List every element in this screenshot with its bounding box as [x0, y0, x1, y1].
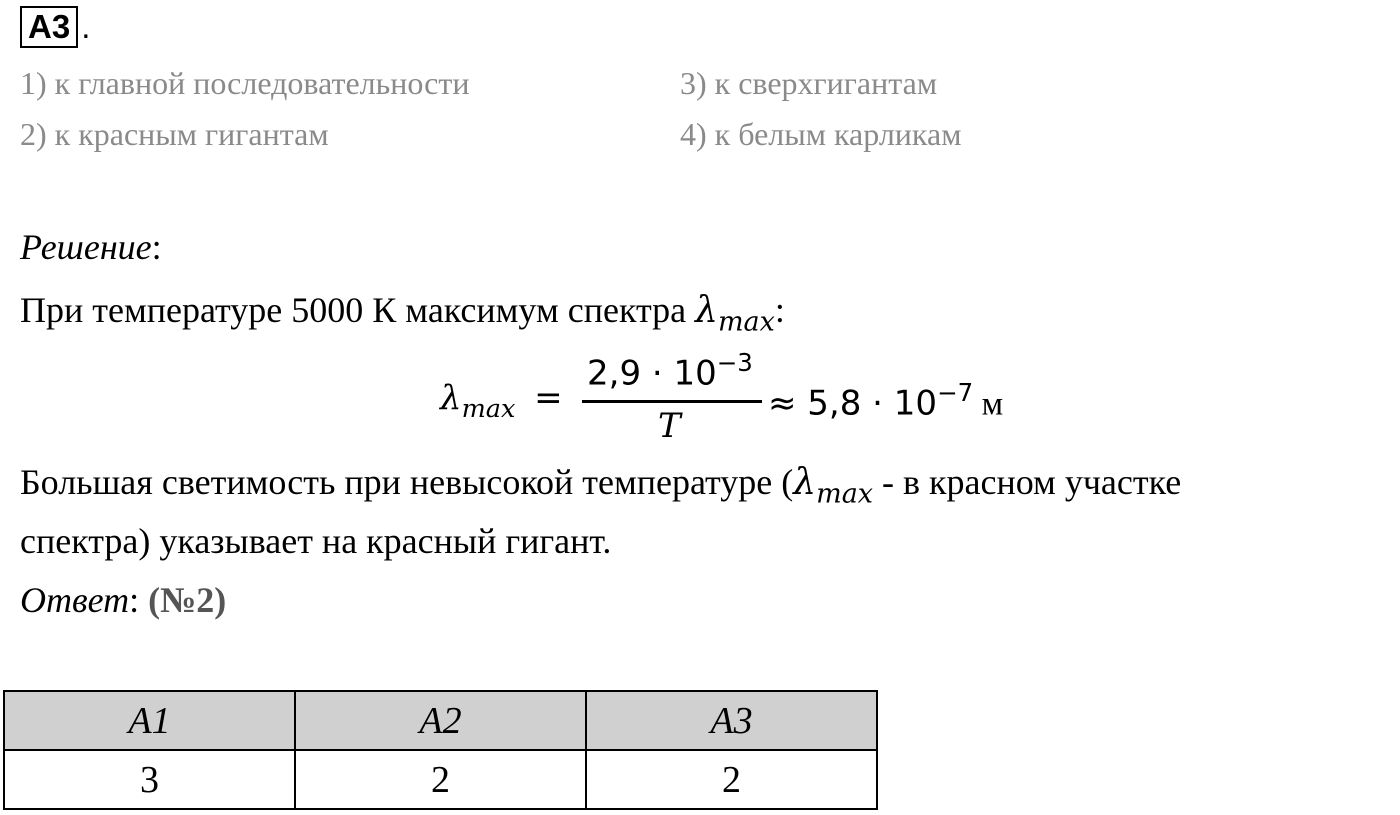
answer-line	[20, 578, 226, 622]
solution-line-2-suffix: - в красном участке	[873, 462, 1182, 502]
formula-unit: м	[973, 385, 1004, 423]
table-header-cell: А1	[4, 691, 295, 750]
task-number: А3	[20, 6, 78, 48]
formula-result-base: ≈ 5,8 · 10	[768, 383, 938, 424]
option-3: 3) к сверхгигантам	[680, 65, 938, 101]
solution-line-1	[20, 288, 785, 345]
formula-lambda-subscript: max	[461, 394, 516, 425]
option-2: 2) к красным гигантам	[20, 116, 329, 152]
table-header-row	[4, 691, 877, 750]
formula-result-exponent: −7	[937, 378, 974, 407]
solution-line-2	[20, 460, 1181, 517]
solution-line-2-text: Большая светимость при невысокой температуре (	[20, 462, 794, 502]
table-header-cell: А3	[586, 691, 877, 750]
task-dot: .	[81, 8, 91, 45]
formula-numerator-base: 2,9 · 10	[587, 353, 717, 394]
solution-line-1-text: При температуре 5000 К максимум спектра	[20, 290, 696, 330]
option-1: 1) к главной последовательности	[20, 65, 470, 101]
formula-equals: =	[534, 378, 563, 418]
table-cell: 2	[295, 750, 586, 809]
formula-denominator	[658, 406, 681, 446]
table-row	[4, 750, 877, 809]
answers-table	[3, 690, 878, 810]
formula-lhs	[440, 378, 563, 424]
formula-numerator-exponent: −3	[716, 348, 753, 377]
formula-lambda: λ	[440, 378, 462, 418]
solution-heading-text: Решение	[20, 227, 152, 267]
line-2-lambda-subscript: max	[816, 478, 874, 510]
formula-denominator-t: T	[658, 406, 681, 446]
solution-heading	[20, 225, 162, 269]
solution-line-3: спектра) указывает на красный гигант.	[20, 521, 612, 561]
answer-label: Ответ	[20, 580, 130, 620]
fraction-bar	[582, 400, 762, 403]
option-4: 4) к белым карликам	[680, 116, 962, 152]
answer-colon: :	[129, 580, 149, 620]
solution-heading-colon: :	[151, 227, 162, 267]
lambda-symbol: λ	[695, 290, 718, 331]
solution-line-1-colon: :	[774, 290, 785, 330]
line-2-lambda: λ	[793, 462, 817, 503]
answer-value: (№2)	[148, 580, 227, 620]
formula-numerator	[587, 348, 753, 393]
task-label	[20, 6, 90, 48]
table-header-cell: А2	[295, 691, 586, 750]
table-cell: 3	[4, 750, 295, 809]
lambda-subscript: max	[717, 306, 775, 338]
table-cell: 2	[586, 750, 877, 809]
formula-rhs	[768, 378, 1003, 423]
